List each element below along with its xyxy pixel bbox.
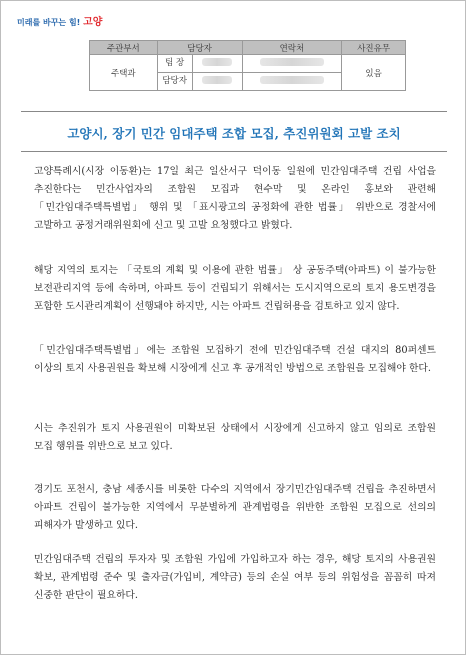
department-cell: 주택과 bbox=[90, 55, 158, 91]
goyang-logo bbox=[17, 13, 102, 28]
redacted-name bbox=[202, 76, 232, 84]
photo-cell: 있음 bbox=[342, 55, 406, 91]
role-label: 담당자 bbox=[158, 73, 193, 90]
paragraph-6: 민간임대주택 건립의 투자자 및 조합원 가입에 가입하고자 하는 경우, 해당 토지의 사용권원 확보, 관계법령 준수 및 출자금(가입비, 계약금) 등의 손실 여부 등의 위험성을 꼼꼼히 따져 신중한 판단이 필요하다. bbox=[34, 554, 436, 601]
person-cell bbox=[157, 55, 242, 73]
phone-cell bbox=[242, 73, 342, 91]
paragraph-2: 해당 지역의 토지는 「국토의 계획 및 이용에 관한 법률」 상 공동주택(아파트) 이 불가능한 보전관리지역 등에 속하며, 아파트 등이 건립되기 위해서는 도시지역으로의 토지 용도변경을 포함한 도시관리계획이 선행돼야 하지만, 시는 아파트 건립허용을 검토하고 있지 않다. bbox=[34, 265, 436, 312]
role-label: 팀 장 bbox=[158, 55, 193, 72]
headline-top-rule bbox=[21, 111, 447, 112]
redacted-phone bbox=[260, 58, 324, 66]
headline-bottom-rule bbox=[21, 151, 447, 152]
header-photo: 사진유무 bbox=[342, 41, 406, 55]
paragraph-5: 경기도 포천시, 충남 세종시를 비롯한 다수의 지역에서 장기민간임대주택 건립을 추진하면서 아파트 건립이 불가능한 지역에서 무분별하게 관계법령을 위반한 조합원 모집으로 선의의 피해자가 발생하고 있다. bbox=[34, 484, 436, 531]
logo-city: 고양 bbox=[83, 17, 103, 28]
person-cell bbox=[157, 73, 242, 91]
logo-slogan: 미래를 바꾸는 힘! bbox=[17, 18, 81, 27]
redacted-phone bbox=[260, 76, 324, 84]
contact-table-header bbox=[90, 41, 406, 55]
header-contact-person: 담당자 bbox=[157, 41, 242, 55]
paragraph-1: 고양특례시(시장 이동환)는 17일 최근 일산서구 덕이동 일원에 민간임대주택 건립 사업을 추진한다는 민간사업자의 조합원 모집과 현수막 및 온라인 홍보와 관련해 「민간임대주택특별법」 행위 및 「표시광고의 공정화에 관한 법률」 위반으로 경찰서에 고발하고 공정거래위원회에 신고 및 고발 요청했다고 밝혔다. bbox=[34, 166, 436, 231]
table-row bbox=[90, 55, 406, 73]
phone-cell bbox=[242, 55, 342, 73]
redacted-name bbox=[202, 58, 232, 66]
paragraph-4: 시는 추진위가 토지 사용권원이 미확보된 상태에서 시장에게 신고하지 않고 임의로 조합원 모집 행위를 위반으로 보고 있다. bbox=[34, 423, 436, 452]
header-department: 주관부서 bbox=[90, 41, 158, 55]
header-phone: 연락처 bbox=[242, 41, 342, 55]
paragraph-3: 「민간임대주택특별법」에는 조합원 모집하기 전에 민간임대주택 건설 대지의 80퍼센트 이상의 토지 사용권원을 확보해 시장에게 신고 후 공개적인 방법으로 조합원을 모집해야 한다. bbox=[34, 345, 436, 374]
headline: 고양시, 장기 민간 임대주택 조합 모집, 추진위원회 고발 조치 bbox=[67, 126, 401, 141]
contact-table bbox=[89, 40, 406, 91]
